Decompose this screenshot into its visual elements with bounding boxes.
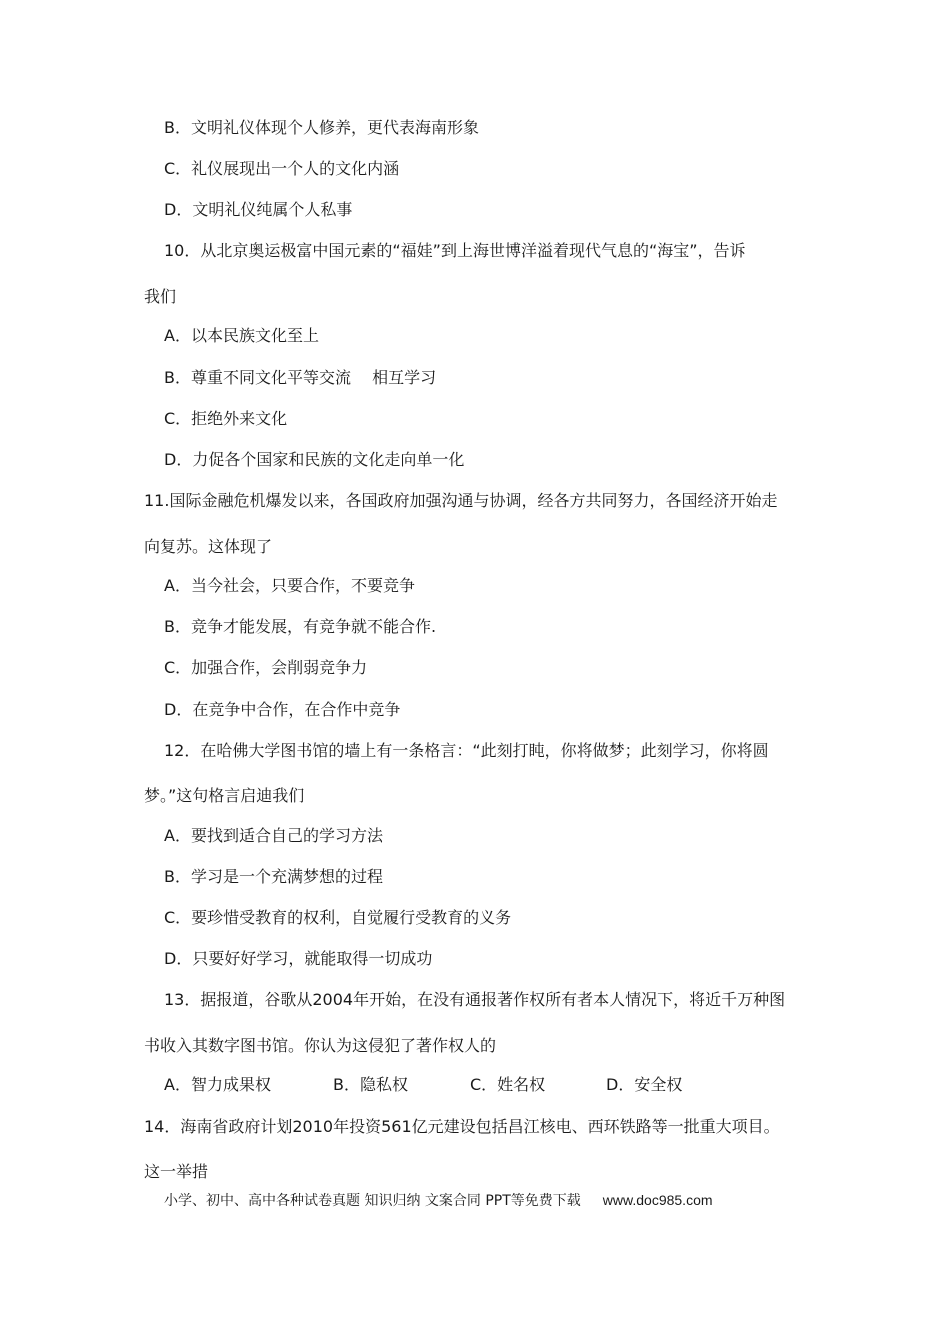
q12-stem-line1: 12．在哈佛大学图书馆的墙上有一条格言：“此刻打盹，你将做梦；此刻学习，你将圆 (164, 741, 769, 760)
q14-stem-line2: 这一举措 (144, 1162, 209, 1181)
q12-option-b: B．学习是一个充满梦想的过程 (164, 867, 383, 886)
q11-option-c: C．加强合作，会削弱竞争力 (164, 658, 368, 677)
q9-option-c: C．礼仪展现出一个人的文化内涵 (164, 159, 400, 178)
q14-stem-line1: 14．海南省政府计划2010年投资561亿元建设包括昌江核电、西环铁路等一批重大项目。 (144, 1117, 780, 1136)
q13-stem-line2: 书收入其数字图书馆。你认为这侵犯了著作权人的 (144, 1036, 497, 1055)
q10-option-b: B．尊重不同文化平等交流 相互学习 (164, 368, 437, 387)
q10-option-c: C．拒绝外来文化 (164, 409, 288, 428)
q12-option-c: C．要珍惜受教育的权利，自觉履行受教育的义务 (164, 908, 512, 927)
q13-option-a: A．智力成果权 (164, 1075, 271, 1094)
q10-stem-line2: 我们 (144, 287, 177, 306)
q13-option-c: C．姓名权 (470, 1075, 546, 1094)
q13-stem-line1: 13．据报道，谷歌从2004年开始，在没有通报著作权所有者本人情况下，将近千万种图 (164, 990, 786, 1009)
q11-stem-line1: 11.国际金融危机爆发以来，各国政府加强沟通与协调，经各方共同努力，各国经济开始走 (144, 491, 778, 510)
q10-stem-line1: 10．从北京奥运极富中国元素的“福娃”到上海世博洋溢着现代气息的“海宝”，告诉 (164, 241, 746, 260)
q10-option-d: D．力促各个国家和民族的文化走向单一化 (164, 450, 465, 469)
q11-option-b: B．竞争才能发展，有竞争就不能合作. (164, 617, 437, 636)
q13-option-d: D．安全权 (606, 1075, 683, 1094)
q11-option-a: A．当今社会，只要合作，不要竞争 (164, 576, 415, 595)
q9-option-d: D．文明礼仪纯属个人私事 (164, 200, 353, 219)
q13-option-b: B．隐私权 (333, 1075, 408, 1094)
q10-option-a: A．以本民族文化至上 (164, 326, 319, 345)
q9-option-b: B．文明礼仪体现个人修养，更代表海南形象 (164, 118, 479, 137)
q12-option-d: D．只要好好学习，就能取得一切成功 (164, 949, 433, 968)
footer-url[interactable]: www.doc985.com (602, 1192, 713, 1208)
q12-stem-line2: 梦。”这句格言启迪我们 (144, 786, 305, 805)
q11-stem-line2: 向复苏。这体现了 (144, 537, 273, 556)
q12-option-a: A．要找到适合自己的学习方法 (164, 826, 383, 845)
page-footer (164, 1190, 713, 1210)
q11-option-d: D．在竞争中合作，在合作中竞争 (164, 700, 401, 719)
footer-text: 小学、初中、高中各种试卷真题 知识归纳 文案合同 PPT等免费下载 (164, 1193, 581, 1209)
